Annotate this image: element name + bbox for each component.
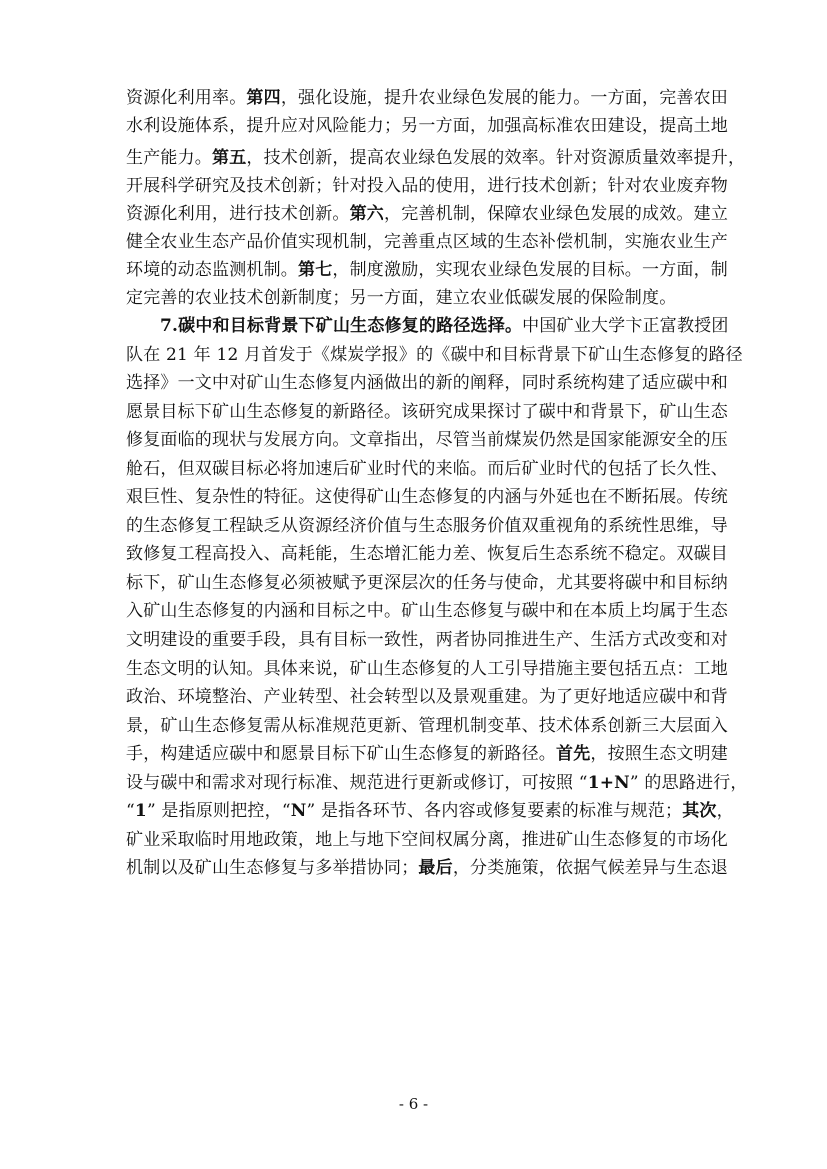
text-line bbox=[126, 825, 728, 855]
text-segment: 手，构建适应碳中和愿景目标下矿山生态修复的新路径。 bbox=[126, 744, 556, 764]
text-segment: 致修复工程高投入、高耗能，生态增汇能力差、恢复后生态系统不稳定。双碳目 bbox=[126, 544, 728, 564]
text-segment: ，按照生态文明建 bbox=[590, 744, 729, 764]
bold-text-segment: 第六 bbox=[349, 204, 385, 224]
text-segment: 生产能力。 bbox=[126, 148, 212, 168]
text-segment: ，分类施策，依据气候差异与生态退 bbox=[452, 858, 729, 878]
text-line bbox=[126, 227, 728, 257]
text-line bbox=[126, 768, 748, 798]
text-segment: 机制以及矿山生态修复与多举措协同； bbox=[126, 858, 419, 878]
text-segment: 矿业采取临时用地政策，地上与地下空间权属分离，推进矿山生态修复的市场化 bbox=[126, 830, 728, 850]
text-segment: ，制度激励，实现农业绿色发展的目标。一方面，制 bbox=[332, 260, 729, 280]
page-number: - 6 - bbox=[398, 1095, 429, 1113]
bold-text-segment: 首先 bbox=[556, 744, 591, 764]
text-line bbox=[126, 283, 704, 313]
text-segment: 入矿山生态修复的内涵和目标之中。矿山生态修复与碳中和在本质上均属于生态 bbox=[126, 601, 728, 621]
text-line bbox=[126, 340, 743, 370]
text-segment: 队在 21 年 12 月首发于《煤炭学报》的《碳中和目标背景下矿山生态修复的路径 bbox=[126, 345, 743, 365]
bold-text-segment: 7.碳中和目标背景下矿山生态修复的路径选择。 bbox=[160, 316, 523, 336]
text-line bbox=[126, 111, 728, 141]
text-segment: 设与碳中和需求对现行标准、规范进行更新或修订，可按照 “ bbox=[126, 773, 588, 793]
text-line bbox=[126, 796, 734, 826]
bold-text-segment: 第七 bbox=[298, 260, 333, 280]
text-line bbox=[126, 397, 728, 427]
text-segment: ，完善机制，保障农业绿色发展的成效。建立 bbox=[384, 204, 729, 224]
text-segment: 开展科学研究及技术创新；针对投入品的使用，进行技术创新；针对农业废弃物 bbox=[126, 176, 728, 196]
text-line bbox=[126, 853, 729, 883]
text-segment: ” 的思路进行， bbox=[629, 773, 748, 793]
text-segment: ， bbox=[716, 801, 734, 821]
text-line bbox=[126, 482, 728, 512]
text-line bbox=[126, 739, 729, 769]
text-line bbox=[126, 596, 728, 626]
text-segment: ，技术创新，提高农业绿色发展的效率。针对资源质量效率提升， bbox=[246, 148, 746, 168]
text-segment: 资源化利用率。 bbox=[126, 88, 247, 108]
text-line bbox=[126, 511, 728, 541]
text-line bbox=[126, 539, 728, 569]
text-segment: 水利设施体系，提升应对风险能力；另一方面，加强高标准农田建设，提高土地 bbox=[126, 116, 728, 136]
text-line bbox=[126, 425, 728, 455]
text-segment: 定完善的农业技术创新制度；另一方面，建立农业低碳发展的保险制度。 bbox=[126, 288, 677, 308]
text-segment: “ bbox=[126, 801, 135, 821]
bold-text-segment: 1 bbox=[134, 801, 147, 821]
text-line bbox=[126, 171, 728, 201]
text-segment: 资源化利用，进行技术创新。 bbox=[126, 204, 350, 224]
text-segment: 生态文明的认知。具体来说，矿山生态修复的人工引导措施主要包括五点：工地 bbox=[126, 659, 728, 679]
text-line bbox=[126, 143, 746, 173]
text-segment: 艰巨性、复杂性的特征。这使得矿山生态修复的内涵与外延也在不断拓展。传统 bbox=[126, 487, 728, 507]
bold-text-segment: 其次 bbox=[682, 801, 717, 821]
text-line bbox=[126, 682, 728, 712]
text-segment: 愿景目标下矿山生态修复的新路径。该研究成果探讨了碳中和背景下，矿山生态 bbox=[126, 402, 728, 422]
bold-text-segment: 1+N bbox=[587, 773, 630, 793]
text-segment: 政治、环境整治、产业转型、社会转型以及景观重建。为了更好地适应碳中和背 bbox=[126, 687, 728, 707]
text-segment: 景，矿山生态修复需从标准规范更新、管理机制变革、技术体系创新三大层面入 bbox=[126, 716, 728, 736]
text-line bbox=[126, 255, 729, 285]
text-line bbox=[126, 368, 728, 398]
text-segment: 健全农业生态产品价值实现机制，完善重点区域的生态补偿机制，实施农业生产 bbox=[126, 232, 728, 252]
text-line bbox=[126, 83, 729, 113]
text-segment: ” 是指各环节、各内容或修复要素的标准与规范； bbox=[306, 801, 683, 821]
text-segment: ” 是指原则把控，“ bbox=[146, 801, 291, 821]
text-line bbox=[126, 199, 729, 229]
bold-text-segment: 最后 bbox=[418, 858, 453, 878]
text-segment: 标下，矿山生态修复必须被赋予更深层次的任务与使命，尤其要将碳中和目标纳 bbox=[126, 573, 728, 593]
text-segment: 选择》一文中对矿山生态修复内涵做出的新的阐释，同时系统构建了适应碳中和 bbox=[126, 373, 728, 393]
bold-text-segment: N bbox=[290, 801, 307, 821]
text-segment: 修复面临的现状与发展方向。文章指出，尽管当前煤炭仍然是国家能源安全的压 bbox=[126, 430, 728, 450]
text-segment: ，强化设施，提升农业绿色发展的能力。一方面，完善农田 bbox=[280, 88, 729, 108]
text-segment: 舱石，但双碳目标必将加速后矿业时代的来临。而后矿业时代的包括了长久性、 bbox=[126, 459, 728, 479]
text-line bbox=[126, 625, 728, 655]
text-segment: 文明建设的重要手段，具有目标一致性，两者协同推进生产、生活方式改变和对 bbox=[126, 630, 728, 650]
text-line bbox=[126, 568, 728, 598]
bold-text-segment: 第五 bbox=[212, 148, 247, 168]
bold-text-segment: 第四 bbox=[246, 88, 281, 108]
text-segment: 环境的动态监测机制。 bbox=[126, 260, 298, 280]
text-segment: 的生态修复工程缺乏从资源经济价值与生态服务价值双重视角的系统性思维，导 bbox=[126, 516, 728, 536]
text-line bbox=[126, 711, 728, 741]
text-line bbox=[160, 311, 729, 341]
text-line bbox=[126, 654, 728, 684]
text-line bbox=[126, 454, 728, 484]
text-segment: 中国矿业大学卞正富教授团 bbox=[522, 316, 729, 336]
